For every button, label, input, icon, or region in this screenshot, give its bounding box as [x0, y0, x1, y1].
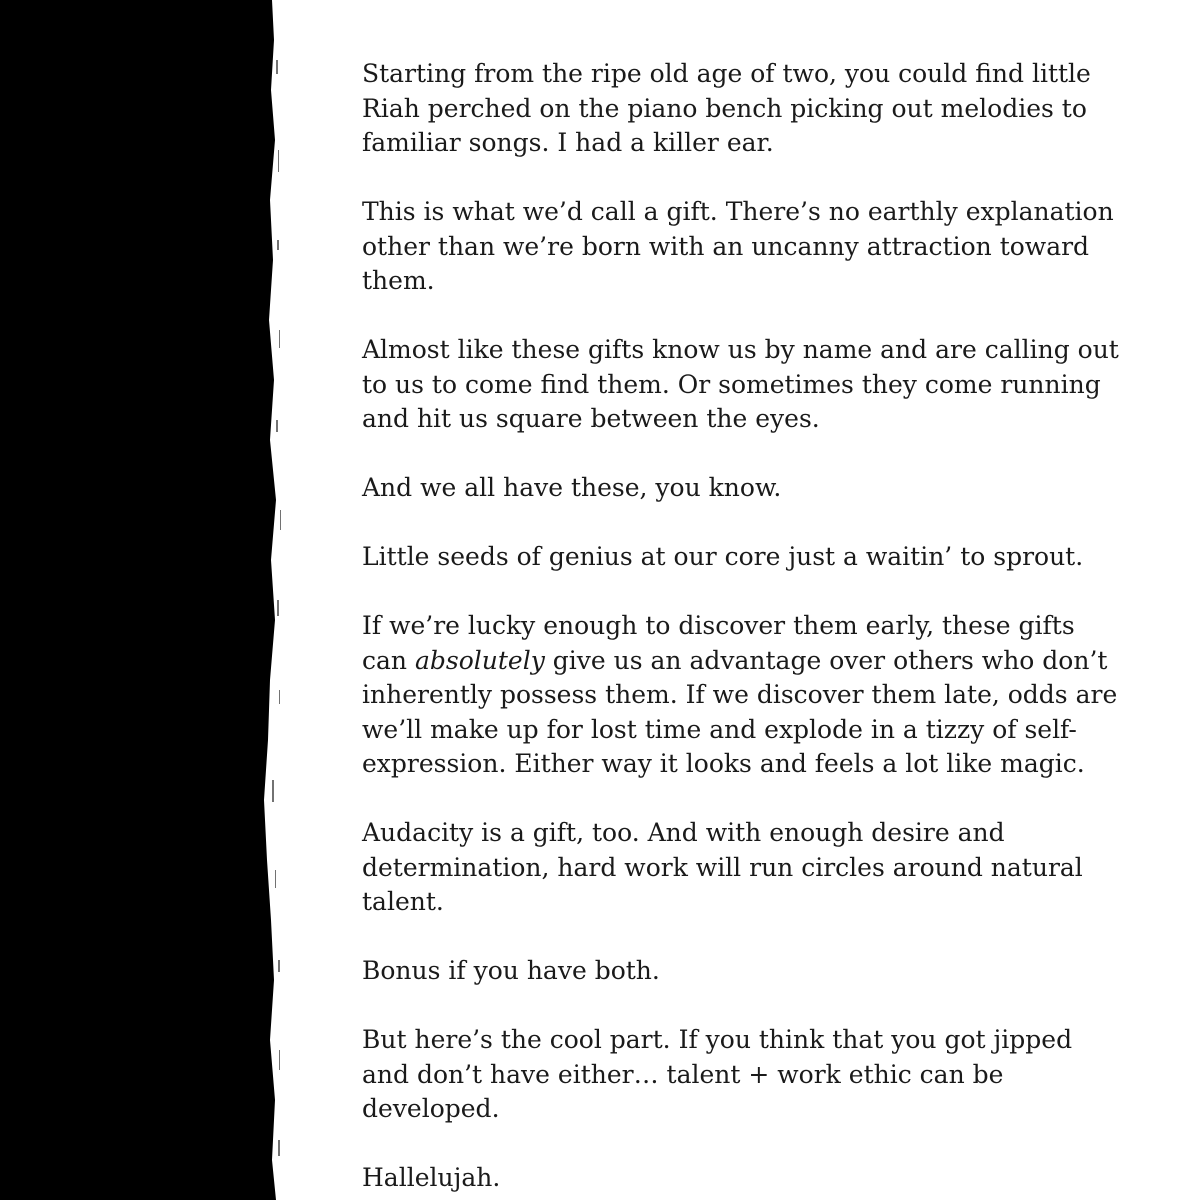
- paragraph-4: And we all have these, you know.: [362, 473, 782, 502]
- body-text: [362, 57, 1122, 1196]
- paragraph-1: Starting from the ripe old age of two, you could find little Riah perched on the piano bench picking out melodies to familiar songs. I had a killer ear.: [362, 59, 1091, 157]
- paragraph-10: Hallelujah.: [362, 1163, 501, 1192]
- paragraph-2: This is what we’d call a gift. There’s no earthly explanation other than we’re born with an uncanny attraction toward them.: [362, 197, 1114, 295]
- paragraph-6: [362, 609, 1122, 782]
- paragraph-3: Almost like these gifts know us by name and are calling out to us to come find them. Or sometimes they come running and hit us square between the eyes.: [362, 335, 1119, 433]
- torn-paper-edge: [0, 0, 300, 1200]
- paragraph-6-start: If we’re lucky enough to discover them early, these gifts can: [362, 611, 1075, 675]
- paragraph-6-end: give us an advantage over others who don’t inherently possess them. If we discover them late, odds are we’ll make up for lost time and explode in a tizzy of self-expression. Either way it looks and feels a lot like magic.: [362, 645, 1118, 778]
- emphasis-word: absolutely: [414, 645, 545, 675]
- paragraph-5: Little seeds of genius at our core just a waitin’ to sprout.: [362, 542, 1084, 571]
- paragraph-8: Bonus if you have both.: [362, 956, 660, 985]
- paragraph-9: But here’s the cool part. If you think that you got jipped and don’t have either… talent + work ethic can be developed.: [362, 1025, 1073, 1123]
- paragraph-7: Audacity is a gift, too. And with enough desire and determination, hard work will run circles around natural talent.: [362, 818, 1083, 916]
